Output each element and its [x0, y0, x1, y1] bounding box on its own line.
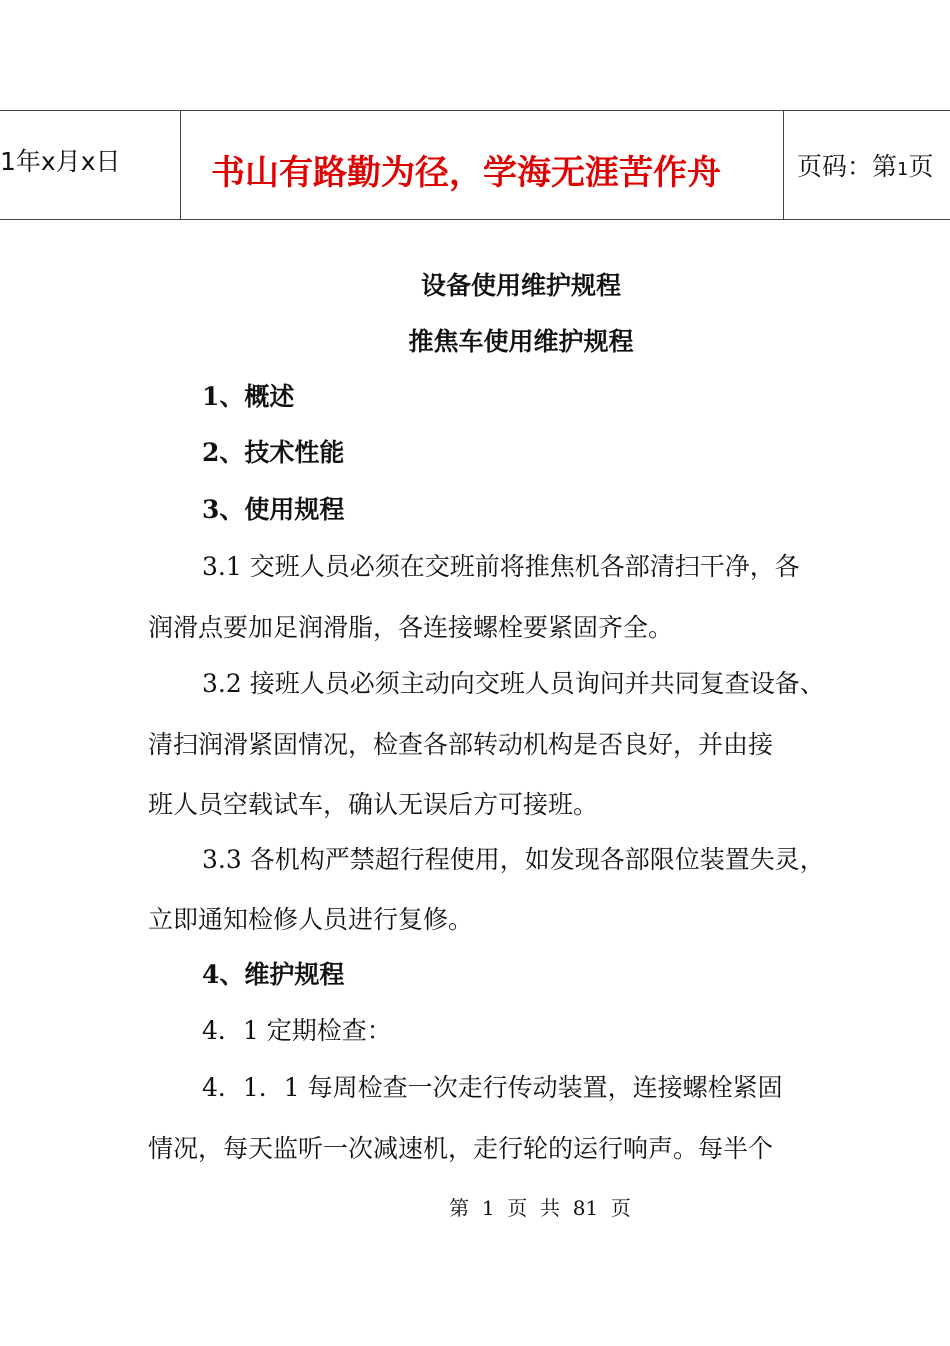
section-heading-1: 1、概述	[202, 382, 295, 411]
paragraph-3-1-line-1: 3.1 交班人员必须在交班前将推焦机各部清扫干净，各	[202, 552, 800, 581]
document-subtitle: 推焦车使用维护规程	[408, 327, 634, 356]
paragraph-4-1-1-line-1: 4．1．1 每周检查一次走行传动装置，连接螺栓紧固	[202, 1073, 783, 1102]
header-motto: 书山有路勤为径，学海无涯苦作舟	[211, 153, 721, 193]
page-footer: 第 1 页 共 81 页	[449, 1196, 631, 1220]
page-label: 页码：第	[797, 152, 898, 181]
paragraph-4-1-1-line-2: 情况，每天监听一次减速机，走行轮的运行响声。每半个	[148, 1134, 774, 1163]
paragraph-4-1: 4．1 定期检查：	[202, 1016, 392, 1045]
header-divider-right	[783, 110, 784, 219]
header-divider-left	[180, 110, 181, 219]
paragraph-3-2-line-2: 清扫润滑紧固情况，检查各部转动机构是否良好，并由接	[148, 730, 774, 759]
paragraph-3-1-line-2: 润滑点要加足润滑脂，各连接螺栓要紧固齐全。	[148, 613, 674, 642]
paragraph-3-2-line-3: 班人员空载试车，确认无误后方可接班。	[148, 790, 599, 819]
paragraph-3-3-line-1: 3.3 各机构严禁超行程使用，如发现各部限位装置失灵，	[202, 845, 825, 874]
paragraph-3-2-line-1: 3.2 接班人员必须主动向交班人员询问并共同复查设备、	[202, 669, 825, 698]
section-heading-4: 4、维护规程	[202, 960, 345, 989]
header-date: 1年x月x日	[0, 147, 121, 176]
header-bottom-border	[0, 219, 950, 220]
paragraph-3-3-line-2: 立即通知检修人员进行复修。	[148, 905, 474, 934]
document-title: 设备使用维护规程	[420, 271, 621, 300]
page-number: 1	[897, 159, 909, 180]
page-suffix: 页	[908, 152, 934, 181]
header-page-code	[797, 147, 933, 183]
section-heading-2: 2、技术性能	[202, 438, 345, 467]
header-top-border	[0, 110, 950, 111]
section-heading-3: 3、使用规程	[202, 495, 345, 524]
